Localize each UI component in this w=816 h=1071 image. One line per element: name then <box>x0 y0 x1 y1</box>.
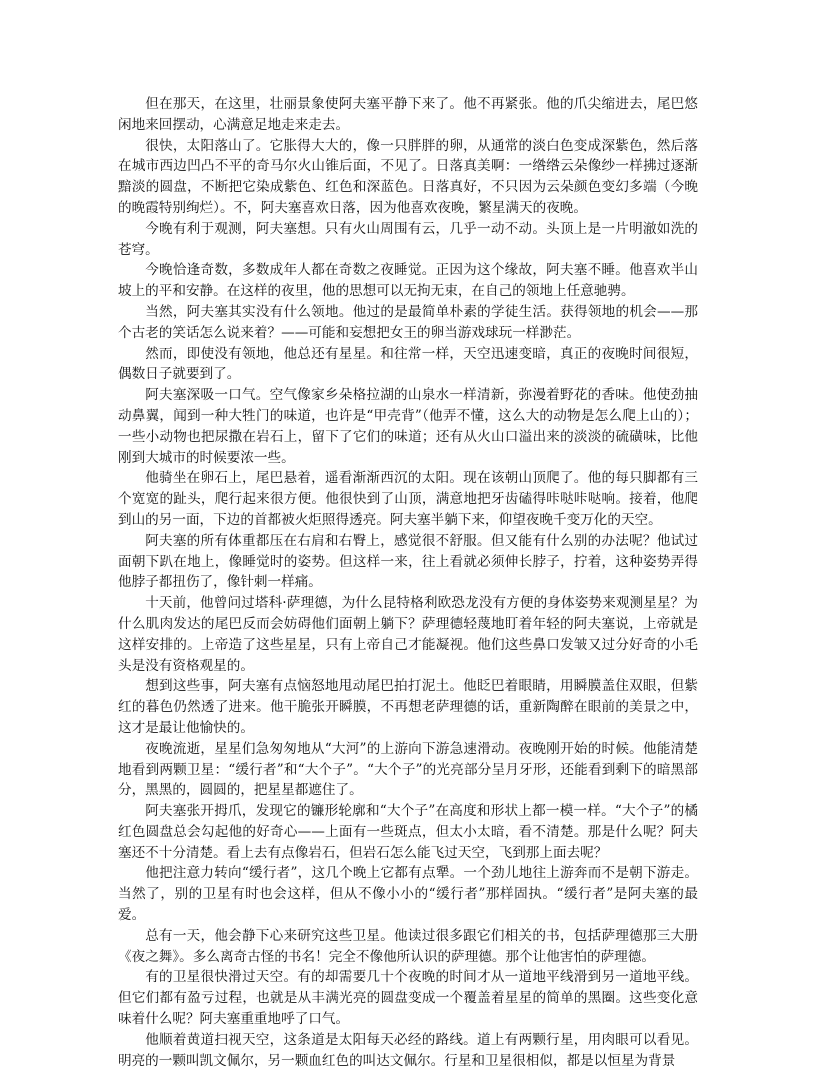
paragraph: 当然，阿夫塞其实没有什么领地。他过的是最简单朴素的学徒生活。获得领地的机会——那个古老的笑话怎么说来着？——可能和妄想把女王的卵当游戏球玩一样渺茫。 <box>118 303 698 341</box>
paragraph: 阿夫塞的所有体重都压在右肩和右臀上，感觉很不舒服。但又能有什么别的办法呢？他试过面朝下趴在地上，像睡觉时的姿势。但这样一来，往上看就必须伸长脖子，拧着，这种姿势弄得他脖子都扭伤了，像针刺一样痛。 <box>118 532 698 591</box>
paragraph: 想到这些事，阿夫塞有点恼怒地甩动尾巴拍打泥土。他眨巴着眼睛，用瞬膜盖住双眼，但紫红的暮色仍然透了进来。他干脆张开瞬膜，不再想老萨理德的话，重新陶醉在眼前的美景之中，这才是最让他愉快的。 <box>118 678 698 736</box>
paragraph: 今晚有利于观测，阿夫塞想。只有火山周围有云，几乎一动不动。头顶上是一片明澈如洗的苍穹。 <box>118 220 698 258</box>
document-page <box>118 94 698 1071</box>
paragraph: 但在那天，在这里，壮丽景象使阿夫塞平静下来了。他不再紧张。他的爪尖缩进去，尾巴悠闲地来回摆动，心满意足地走来走去。 <box>118 96 698 133</box>
paragraph: 他把注意力转向“缓行者”，这几个晚上它都有点犟。一个劲儿地往上游奔而不是朝下游走。当然了，别的卫星有时也会这样，但从不像小小的“缓行者”那样固执。“缓行者”是阿夫塞的最爱。 <box>118 865 698 924</box>
paragraph: 阿夫塞张开拇爪，发现它的镰形轮廓和“大个子”在高度和形状上都一模一样。“大个子”的橘红色圆盘总会勾起他的好奇心——上面有一些斑点，但太小太暗，看不清楚。那是什么呢？阿夫塞还不十分清楚。看上去有点像岩石，但岩石怎么能飞过天空，飞到那上面去呢？ <box>118 803 698 861</box>
paragraph: 他骑坐在卵石上，尾巴悬着，遥看渐渐西沉的太阳。现在该朝山顶爬了。他的每只脚都有三个宽宽的趾头，爬行起来很方便。他很快到了山顶，满意地把牙齿磕得咔哒咔哒响。接着，他爬到山的另一面，下边的首都被火炬照得透亮。阿夫塞半躺下来，仰望夜晚千变万化的天空。 <box>118 470 698 528</box>
paragraph: 总有一天，他会静下心来研究这些卫星。他读过很多跟它们相关的书，包括萨理德那三大册《夜之舞》。多么离奇古怪的书名！完全不像他所认识的萨理德。那个让他害怕的萨理德。 <box>118 927 698 965</box>
paragraph: 今晚恰逢奇数，多数成年人都在奇数之夜睡觉。正因为这个缘故，阿夫塞不睡。他喜欢半山坡上的平和安静。在这样的夜里，他的思想可以无拘无束，在自己的领地上任意驰骋。 <box>118 262 698 300</box>
paragraph: 有的卫星很快滑过天空。有的却需要几十个夜晚的时间才从一道地平线滑到另一道地平线。但它们都有盈亏过程，也就是从丰满光亮的圆盘变成一个覆盖着星星的简单的黑圈。这些变化意味着什么呢？阿夫塞重重地呼了口气。 <box>118 969 698 1028</box>
paragraph: 夜晚流逝，星星们急匆匆地从“大河”的上游向下游急速滑动。夜晚刚开始的时候。他能清楚地看到两颗卫星：“缓行者”和“大个子”。“大个子”的光亮部分呈月牙形，还能看到剩下的暗黑部分，黑黑的，圆圆的，把星星都遮住了。 <box>118 740 698 799</box>
paragraph: 然而，即使没有领地，他总还有星星。和往常一样，天空迅速变暗，真正的夜晚时间很短，偶数日子就要到了。 <box>118 345 698 383</box>
paragraph: 他顺着黄道扫视天空，这条道是太阳每天必经的路线。道上有两颗行星，用肉眼可以看见。明亮的一颗叫凯文佩尔，另一颗血红色的叫达文佩尔。行星和卫星很相似，都是以恒星为背景 <box>118 1031 698 1069</box>
paragraph: 十天前，他曾问过塔科·萨理德，为什么昆特格利欧恐龙没有方便的身体姿势来观测星星？为什么肌肉发达的尾巴反而会妨碍他们面朝上躺下？萨理德轻蔑地盯着年轻的阿夫塞说，上帝就是这样安排的。上帝造了这些星星，只有上帝自己才能凝视。他们这些鼻口发皱又过分好奇的小毛头是没有资格观星的。 <box>118 595 698 674</box>
paragraph: 很快，太阳落山了。它胀得大大的，像一只胖胖的卵，从通常的淡白色变成深紫色，然后落在城市西边凹凸不平的奇马尔火山锥后面，不见了。日落真美啊：一绺绺云朵像纱一样拂过逐渐黯淡的圆盘，不断把它染成紫色、红色和深蓝色。日落真好，不只因为云朵颜色变幻多端（今晚的晚霞特别绚烂）。不，阿夫塞喜欢日落，因为他喜欢夜晚，繁星满天的夜晚。 <box>118 137 698 216</box>
paragraph: 阿夫塞深吸一口气。空气像家乡朵格拉湖的山泉水一样清新，弥漫着野花的香味。他使劲抽动鼻翼，闻到一种大牲门的味道，也许是“甲壳背”（他弄不懂，这么大的动物是怎么爬上山的）；一些小动物也把尿撒在岩石上，留下了它们的味道；还有从火山口溢出来的淡淡的硫磺味，比他刚到大城市的时候要浓一些。 <box>118 387 698 466</box>
